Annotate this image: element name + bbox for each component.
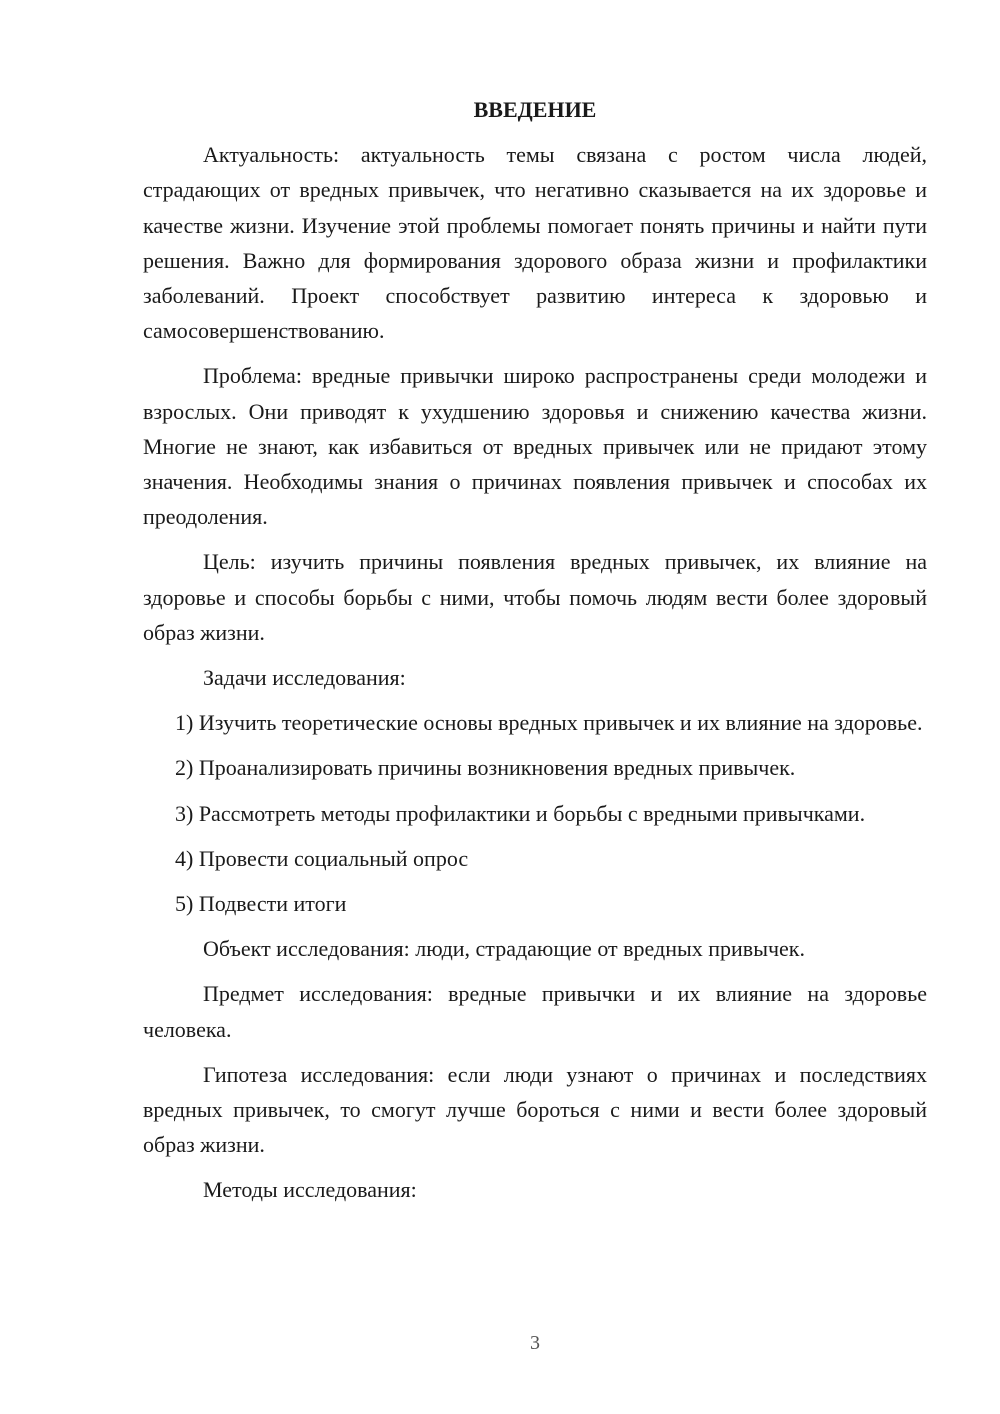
task-item: 4) Провести социальный опрос — [175, 845, 469, 871]
subject-paragraph: Предмет исследования: вредные привычки и их влияние на здоровье человека. — [143, 981, 927, 1042]
hypothesis-paragraph: Гипотеза исследования: если люди узнают о причинах и последствиях вредных привычек, то смогут лучше бороться с ними и вести более здоровый образ жизни. — [143, 1061, 927, 1158]
task-item: 2) Проанализировать причины возникновения вредных привычек. — [175, 755, 796, 781]
object-paragraph: Объект исследования: люди, страдающие от вредных привычек. — [203, 936, 805, 962]
goal-paragraph: Цель: изучить причины появления вредных привычек, их влияние на здоровье и способы борьбы с ними, чтобы помочь людям вести более здоровый образ жизни. — [143, 549, 927, 645]
page-number: 3 — [530, 1332, 540, 1354]
methods-heading: Методы исследования: — [203, 1177, 417, 1203]
task-item: 1) Изучить теоретические основы вредных привычек и их влияние на здоровье. — [175, 710, 923, 736]
tasks-heading: Задачи исследования: — [203, 665, 406, 691]
task-item: 5) Подвести итоги — [175, 891, 347, 917]
task-item: 3) Рассмотреть методы профилактики и борьбы с вредными привычками. — [175, 800, 866, 826]
section-title: ВВЕДЕНИЕ — [473, 97, 597, 122]
document-page — [143, 92, 927, 1218]
relevance-paragraph: Актуальность: актуальность темы связана с ростом числа людей, страдающих от вредных привычек, что негативно сказывается на их здоровье и качестве жизни. Изучение этой проблемы помогает понять причины и найти пути решения. Важно для формирования здорового образа жизни и профилактики заболеваний. Проект способствует развитию интереса к здоровью и самосовершенствованию. — [143, 142, 927, 344]
problem-paragraph: Проблема: вредные привычки широко распространены среди молодежи и взрослых. Они приводят к ухудшению здоровья и снижению качества жизни. Многие не знают, как избавиться от вредных привычек или не придают этому значения. Необходимы знания о причинах появления привычек и способах их преодоления. — [143, 363, 927, 530]
